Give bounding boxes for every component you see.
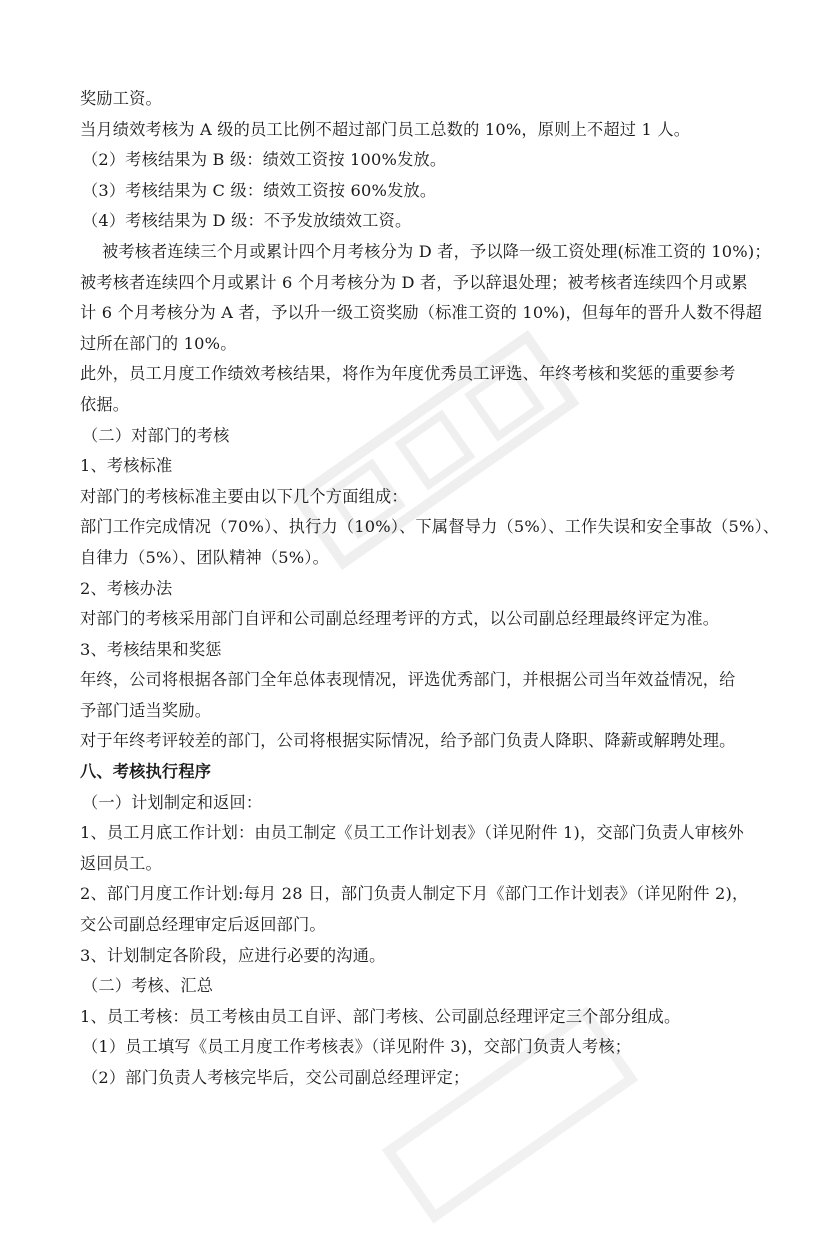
text-line: 被考核者连续三个月或累计四个月考核分为 D 者，予以降一级工资处理(标准工资的 10%)； — [102, 241, 771, 261]
document-body — [80, 84, 780, 1094]
section-heading: （一）计划制定和返回： — [82, 792, 263, 812]
text-line: 予部门适当奖励。 — [80, 700, 212, 720]
section-heading: （二）对部门的考核 — [82, 425, 230, 445]
text-line: 自律力（5%）、团队精神（5%）。 — [80, 547, 329, 567]
text-line: 3、计划制定各阶段，应进行必要的沟通。 — [80, 945, 386, 965]
text-line: 过所在部门的 10%。 — [80, 333, 237, 353]
text-line: 对于年终考评较差的部门，公司将根据实际情况，给予部门负责人降职、降薪或解聘处理。 — [80, 731, 736, 751]
text-line: 1、员工考核：员工考核由员工自评、部门考核、公司副总经理评定三个部分组成。 — [80, 1006, 681, 1026]
subsection-heading: 1、考核标准 — [80, 456, 173, 476]
subsection-heading: 3、考核结果和奖惩 — [80, 639, 222, 659]
text-line: 对部门的考核标准主要由以下几个方面组成： — [80, 486, 408, 506]
text-line: （4）考核结果为 D 级：不予发放绩效工资。 — [82, 211, 412, 231]
text-line: （1）员工填写《员工月度工作考核表》（详见附件 3)，交部门负责人考核； — [82, 1037, 632, 1057]
text-line: 当月绩效考核为 A 级的员工比例不超过部门员工总数的 10%，原则上不超过 1 人。 — [80, 119, 691, 139]
text-line: 依据。 — [80, 394, 130, 414]
text-line: 此外，员工月度工作绩效考核结果，将作为年度优秀员工评选、年终考核和奖惩的重要参考 — [80, 364, 736, 384]
text-line: 被考核者连续四个月或累计 6 个月考核分为 D 者，予以辞退处理；被考核者连续四个月或累 — [80, 272, 748, 292]
text-line: 交公司副总经理审定后返回部门。 — [80, 915, 326, 935]
subsection-heading: 2、考核办法 — [80, 578, 173, 598]
text-line: （3）考核结果为 C 级：绩效工资按 60%发放。 — [82, 180, 437, 200]
text-line: 返回员工。 — [80, 853, 162, 873]
chapter-heading: 八、考核执行程序 — [80, 762, 212, 782]
text-line: （2）部门负责人考核完毕后，交公司副总经理评定； — [82, 1068, 470, 1087]
text-line: 对部门的考核采用部门自评和公司副总经理考评的方式，以公司副总经理最终评定为准。 — [80, 609, 720, 629]
text-line: 计 6 个月考核分为 A 者，予以升一级工资奖励（标准工资的 10%)，但每年的晋升人数不得超 — [80, 303, 763, 323]
text-line: 部门工作完成情况（70%）、执行力（10%）、下属督导力（5%）、工作失误和安全事故（5%）、 — [80, 517, 780, 537]
text-line: 1、员工月底工作计划：由员工制定《员工工作计划表》（详见附件 1)，交部门负责人审核外 — [80, 823, 744, 843]
text-line: （2）考核结果为 B 级：绩效工资按 100%发放。 — [82, 150, 447, 170]
text-line: 年终，公司将根据各部门全年总体表现情况，评选优秀部门，并根据公司当年效益情况，给 — [80, 670, 736, 690]
text-line: 奖励工资。 — [80, 89, 162, 108]
section-heading: （二）考核、汇总 — [82, 976, 214, 996]
text-line: 2、部门月度工作计划:每月 28 日，部门负责人制定下月《部门工作计划表》（详见附件 2)， — [80, 884, 749, 904]
